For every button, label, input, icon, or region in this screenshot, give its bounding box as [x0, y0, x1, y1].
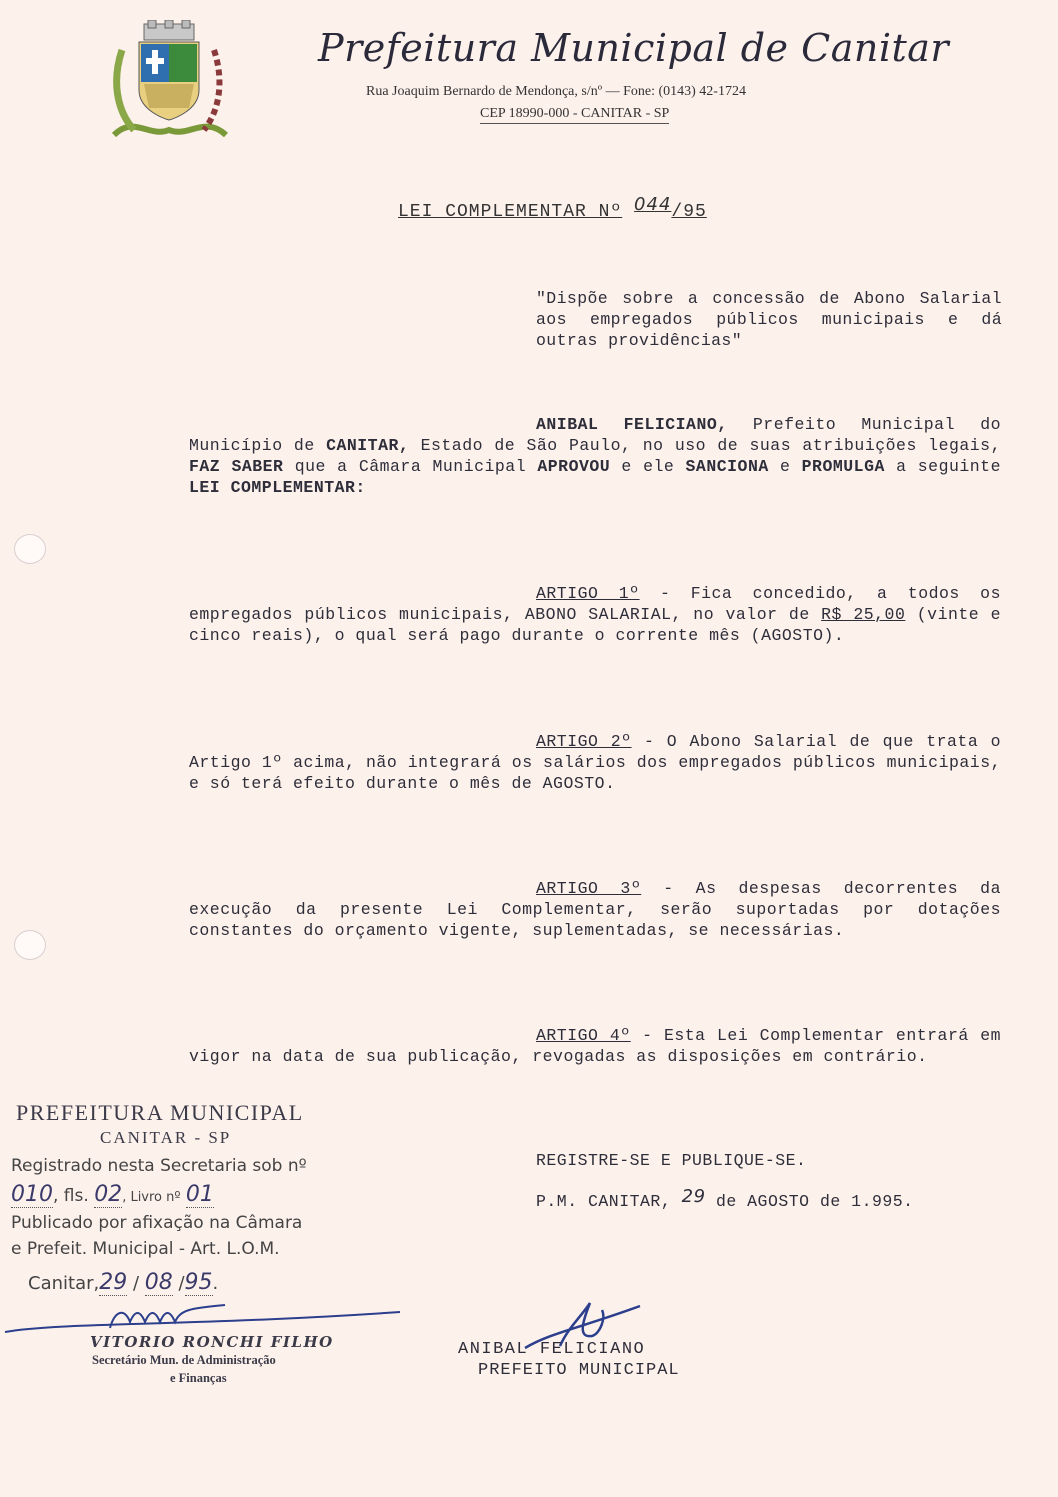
place-date: [536, 1186, 914, 1211]
stamp-signer: VITORIO RONCHI FILHO: [90, 1333, 334, 1351]
preamble-text: a seguinte: [884, 457, 1001, 476]
article-label: ARTIGO 4º: [536, 1026, 631, 1045]
ementa: "Dispõe sobre a concessão de Abono Salarial aos empregados públicos municipais e dá outras providências": [536, 289, 1002, 350]
date-day: 29: [681, 1186, 706, 1207]
stamp-reg-no: 010: [11, 1182, 53, 1207]
preamble-text: Estado de São Paulo, no uso de suas atribuições legais,: [409, 436, 1001, 455]
stamp-date-month: 08: [144, 1270, 173, 1295]
stamp-title: PREFEITURA MUNICIPAL: [16, 1100, 304, 1125]
stamp-date-day: 29: [99, 1270, 128, 1295]
article-amount: R$ 25,00: [821, 605, 906, 624]
preamble-promulga: PROMULGA: [801, 457, 885, 476]
stamp-register-fields: [11, 1182, 214, 1207]
stamp-prefeitura: e Prefeit. Municipal - Art. L.O.M.: [11, 1239, 280, 1259]
preamble-text: e ele: [610, 457, 686, 476]
stamp-date-year: 95: [184, 1270, 213, 1295]
org-address: Rua Joaquim Bernardo de Mendonça, s/nº — Fone: (0143) 42-1724: [366, 84, 746, 99]
preamble: [189, 414, 1001, 498]
stamp-city: Canitar,: [28, 1273, 100, 1294]
stamp-published: Publicado por afixação na Câmara: [11, 1213, 303, 1233]
punch-hole: [14, 930, 46, 960]
preamble-faz-saber: FAZ SABER: [189, 457, 284, 476]
stamp-date: Canitar,29 / 08 /95.: [28, 1270, 219, 1295]
preamble-text: que a Câmara Municipal: [283, 457, 538, 476]
preamble-text: Prefeito Municipal do Município de: [189, 415, 1002, 455]
place: P.M. CANITAR,: [536, 1192, 672, 1211]
stamp-fls-label: , fls.: [53, 1186, 89, 1206]
stamp-livro: 01: [185, 1182, 214, 1207]
article-4: [189, 1025, 1001, 1067]
preamble-city: CANITAR,: [326, 436, 410, 455]
stamp-role: Secretário Mun. de Administração: [92, 1353, 276, 1367]
law-prefix: LEI COMPLEMENTAR Nº: [398, 202, 623, 222]
preamble-sanciona: SANCIONA: [685, 457, 769, 476]
article-text: - O Abono Salarial de que trata o Artigo 1º acima, não integrará os salários dos empregados públicos municipais, e só terá efeito durante o mês de AGOSTO.: [189, 732, 1001, 793]
article-1: [189, 583, 1001, 646]
law-year: /95: [671, 202, 707, 222]
stamp-fls: 02: [94, 1182, 123, 1207]
article-2: [189, 731, 1001, 794]
date-rest: de AGOSTO de 1.995.: [715, 1192, 914, 1211]
preamble-text: e: [768, 457, 802, 476]
stamp-subtitle: CANITAR - SP: [100, 1128, 232, 1147]
article-text: - Esta Lei Complementar entrará em vigor na data de sua publicação, revogadas as disposições em contrário.: [189, 1026, 1001, 1066]
article-text: - As despesas decorrentes da execução da presente Lei Complementar, serão suportadas por dotações constantes do orçamento vigente, suplementadas, se necessárias.: [189, 879, 1001, 940]
article-text: (vinte e cinco reais), o qual será pago durante o corrente mês (AGOSTO).: [189, 605, 1001, 645]
mayor-name: ANIBAL FELICIANO,: [536, 415, 728, 434]
preamble-lei: LEI COMPLEMENTAR:: [189, 478, 366, 497]
article-3: [189, 878, 1001, 941]
coat-of-arms-icon: [104, 20, 234, 150]
law-title: [398, 194, 707, 222]
stamp-registered: Registrado nesta Secretaria sob nº: [11, 1156, 307, 1176]
signer-title: PREFEITO MUNICIPAL: [478, 1361, 680, 1380]
preamble-aprovou: APROVOU: [537, 457, 611, 476]
registre-publique: REGISTRE-SE E PUBLIQUE-SE.: [536, 1151, 807, 1170]
article-label: ARTIGO 3º: [536, 879, 642, 898]
stamp-livro-label: , Livro nº: [122, 1190, 181, 1205]
stamp-role-2: e Finanças: [170, 1371, 227, 1385]
article-label: ARTIGO 2º: [536, 732, 632, 751]
org-cep: CEP 18990-000 - CANITAR - SP: [480, 106, 669, 124]
signer-name: ANIBAL FELICIANO: [458, 1340, 646, 1359]
law-number: 044: [634, 194, 672, 215]
article-label: ARTIGO 1º: [536, 584, 640, 603]
punch-hole: [14, 534, 46, 564]
org-name: Prefeitura Municipal de Canitar: [318, 26, 950, 70]
article-text: - Fica concedido, a todos os empregados públicos municipais, ABONO SALARIAL, no valor de: [189, 584, 1001, 624]
